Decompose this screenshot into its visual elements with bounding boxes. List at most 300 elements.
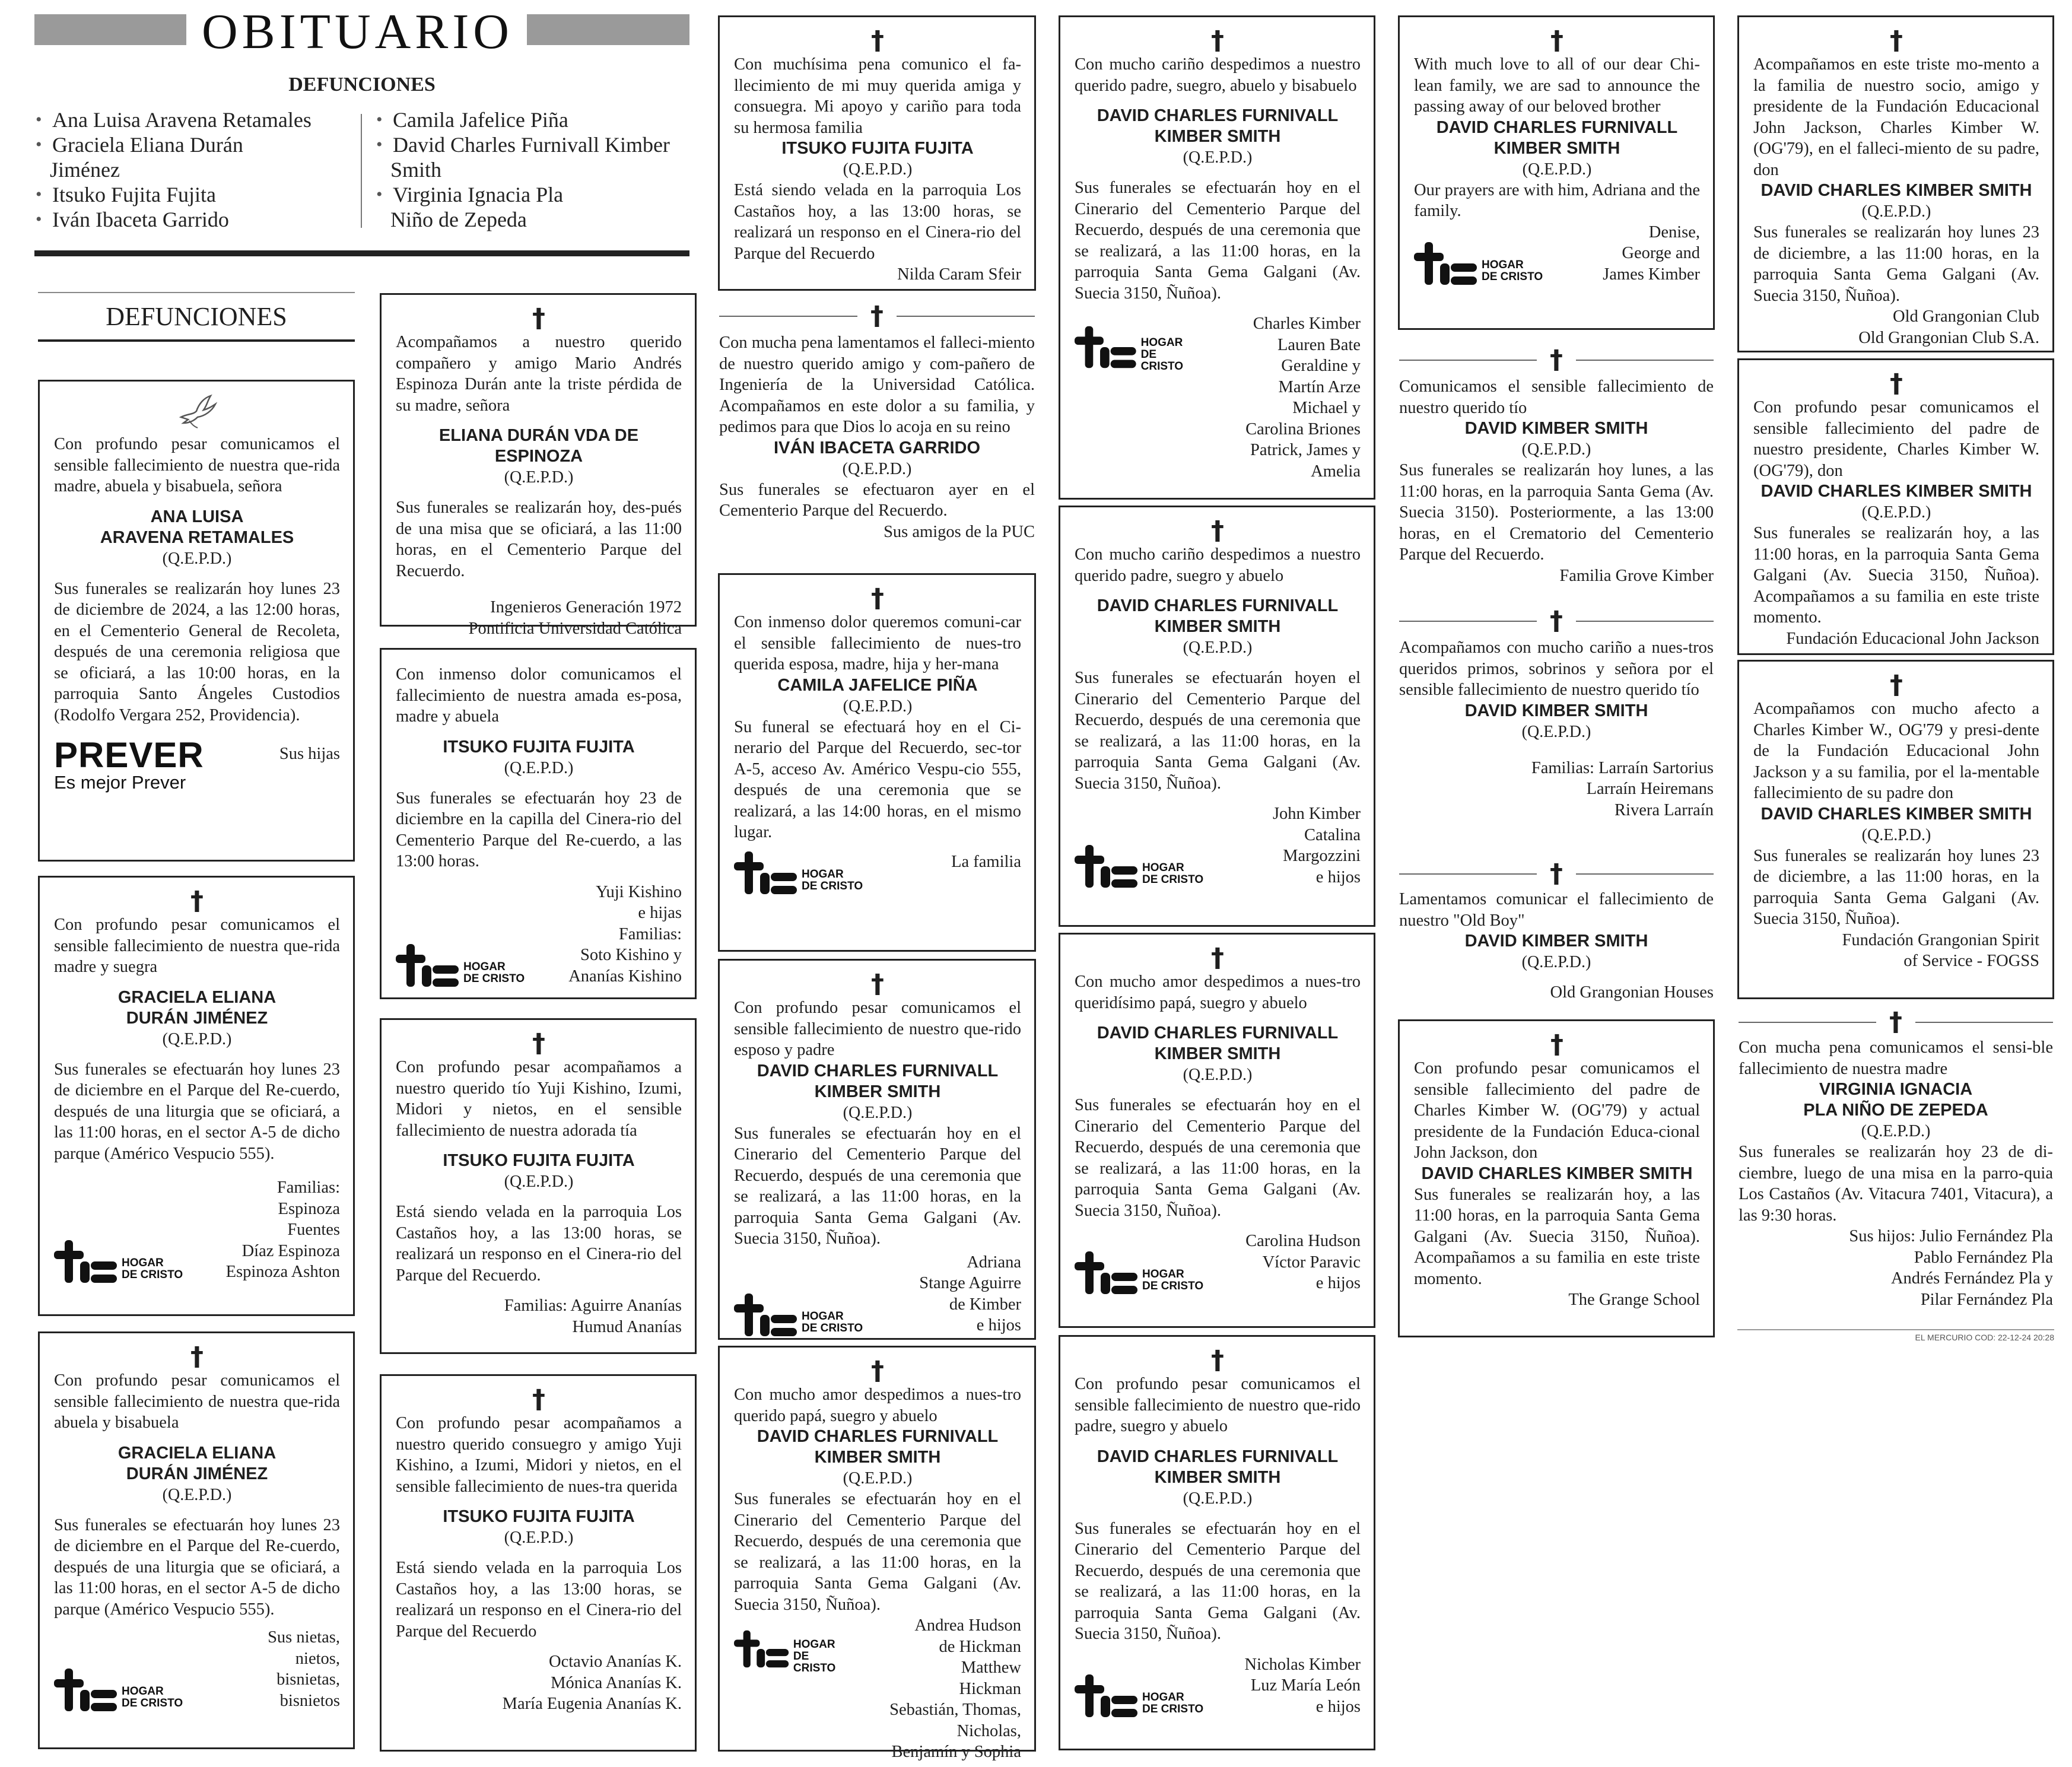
hogar-de-cristo-label: DE CRISTO: [802, 1321, 863, 1334]
notice-intro: Acompañamos con mucho cariño a nues-tros queridos primos, sobrinos y señora por el sensible fallecimiento de nuestro querido tío: [1399, 638, 1714, 699]
cross-divider: [1399, 347, 1714, 374]
section-rule-bottom: [38, 339, 355, 342]
signature-line: Andrés Fernández Pla y: [1890, 1269, 2053, 1288]
notice-signature: [1399, 982, 1714, 1003]
summary-list-left: [34, 107, 355, 232]
notice-intro: Con mucha pena lamentamos el falleci-miento de nuestro querido amigo y com-pañero de Ingeniería de la Universidad Católica. Acompañamos en este dolor a su familia, y pedimos para que Dios lo acoja en su reino: [719, 333, 1035, 436]
qepd: (Q.E.P.D.): [843, 1469, 913, 1488]
notice-details: Sus funerales se realizarán hoy 23 de di-ciembre, luego de una misa en la parro-quia Los Castaños (Av. Vitacura 7401, Vitacura), a las 9:30 horas.: [1739, 1143, 2053, 1225]
signature-line: María Eugenia Ananías K.: [502, 1695, 682, 1713]
qepd: (Q.E.P.D.): [162, 549, 232, 568]
signature-line: Familias:: [618, 924, 682, 943]
notice-details: Sus funerales se realizarán hoy lunes 23 de diciembre, a las 11:00 horas, en la parroquia Santa Gema Galgani (Av. Suecia 3150, Ñuñoa).: [1753, 846, 2039, 928]
signature-line: Geraldine y: [1281, 357, 1361, 375]
signature-line: Lauren Bate: [1277, 335, 1361, 354]
notice-intro: Comunicamos el sensible fallecimiento de nuestro querido tío: [1399, 377, 1714, 417]
signature-line: Old Grangonian Club: [1893, 307, 2039, 326]
signature-line: Carolina Hudson: [1245, 1232, 1361, 1250]
qepd: (Q.E.P.D.): [504, 1528, 574, 1547]
signature-line: Stange Aguirre: [919, 1274, 1021, 1292]
deceased-name: ITSUKO FUJITA FUJITA: [443, 1507, 635, 1526]
signature-line: Mónica Ananías K.: [551, 1673, 682, 1692]
notice-intro: Acompañamos en este triste mo-mento a la familia de nuestro socio, amigo y presidente de la Fundación Educacional John Jackson, Charles Kimber W. (OG'79), en el falleci-miento de su padre, don: [1753, 55, 2039, 179]
notice-details: Sus funerales se efectuarán hoy lunes 23 de diciembre en el Parque del Re-cuerdo, después de una liturgia que se oficiará, a las 11:00 horas, en el sector A-5 de dicho parque (Américo Vespucio 555).: [54, 1060, 340, 1163]
hogar-de-cristo-mark: [1075, 326, 1137, 368]
hogar-de-cristo-logo: [1075, 1674, 1203, 1717]
cross-icon: †: [1211, 26, 1224, 56]
summary-item-cont: Jiménez: [50, 158, 120, 182]
signature-line: Nilda Caram Sfeir: [897, 265, 1021, 284]
prever-logo-tagline: Es mejor Prever: [54, 772, 186, 793]
notice-itsuko-1: [380, 648, 697, 999]
notice-signature: [568, 882, 682, 987]
header-thick-rule: [34, 250, 689, 256]
notice-intro: Con profundo pesar comunicamos el sensible fallecimiento del padre de nuestro presidente, Charles Kimber W. (OG'79), don: [1753, 398, 2039, 480]
page-title: OBITUARIO: [202, 4, 513, 59]
notice-details: Sus funerales se efectuarán hoy 23 de diciembre en la capilla del Cinera-rio del Cementerio Parque del Re-cuerdo, a las 13:00 horas.: [396, 789, 682, 870]
signature-line: of Service - FOGSS: [1903, 952, 2039, 970]
notice-details: Sus funerales se efectuarán hoy en el Cinerario del Cementerio Parque del Recuerdo, después de una ceremonia que se realizará, a las 11:00 horas, en la parroquia Santa Gema Galgani (Av. Suecia 3150, Ñuñoa).: [734, 1124, 1021, 1248]
notice-details: Sus funerales se realizarán hoy lunes 23 de diciembre de 2024, a las 12:00 horas, en el Cementerio General de Recoleta, después de una ceremonia religiosa que se oficiará, a las 10:00 horas, en la parroquia Santo Ángeles Custodios (Rodolfo Vergara 252, Providencia).: [54, 579, 340, 724]
qepd: (Q.E.P.D.): [1521, 722, 1591, 741]
notice-signature: [1245, 1654, 1361, 1718]
signature-line: Familias: Aguirre Ananías: [504, 1296, 682, 1315]
cross-icon: †: [532, 1384, 545, 1415]
signature-line: e hijas: [638, 904, 682, 922]
notice-details: Sus funerales se realizarán hoy, a las 11:00 horas, en la parroquia Santa Gema Galgani (Av. Suecia 3150, Ñuñoa). Acompañamos a su familia en este triste momento.: [1414, 1185, 1700, 1288]
notice-david-kimber-4: [1059, 506, 1375, 927]
hogar-de-cristo-label: DE CRISTO: [122, 1697, 183, 1709]
signature-line: Andrea Hudson: [914, 1616, 1021, 1635]
notice-david-kimber-7: [1398, 15, 1715, 330]
notice-intro: Lamentamos comunicar el fallecimiento de nuestro "Old Boy": [1399, 890, 1714, 930]
hogar-de-cristo-mark: [1414, 242, 1478, 285]
qepd: (Q.E.P.D.): [1183, 1066, 1253, 1084]
notice-signature: [1414, 1289, 1700, 1311]
notice-intro: Con inmenso dolor comunicamos el fallecimiento de nuestra amada es-posa, madre y abuela: [396, 665, 682, 726]
summary-item: • Graciela Eliana Durán: [34, 132, 355, 157]
signature-line: Sus hijos: Julio Fernández Pla: [1849, 1227, 2053, 1245]
hogar-de-cristo-label: HOGAR: [1142, 862, 1184, 874]
hogar-de-cristo-mark: [734, 1628, 790, 1670]
deceased-name: ITSUKO FUJITA FUJITA: [781, 139, 974, 158]
hogar-de-cristo-logo: [1414, 242, 1543, 285]
signature-line: Larraín Heiremans: [1586, 780, 1714, 798]
notice-graciela-1: [38, 876, 355, 1316]
signature-line: Sebastián, Thomas, Nicholas,: [889, 1701, 1021, 1740]
cross-icon: †: [871, 26, 884, 56]
qepd: (Q.E.P.D.): [1183, 1489, 1253, 1508]
summary-item: • Camila Jafelice Piña: [375, 107, 689, 132]
cross-icon: †: [1211, 943, 1224, 973]
deceased-name: DAVID CHARLES KIMBER SMITH: [1760, 482, 2032, 501]
deceased-name: DURÁN JIMÉNEZ: [126, 1008, 268, 1028]
hogar-de-cristo-logo: [396, 944, 525, 987]
notice-details: Sus funerales se efectuarán hoy en el Cinerario del Cementerio Parque del Recuerdo, después de una ceremonia que se realizará, a las 11:00 horas, en la parroquia Santa Gema Galgani (Av. Suecia 3150, Ñuñoa).: [1075, 179, 1361, 303]
signature-line: Octavio Ananías K.: [549, 1652, 682, 1671]
qepd: (Q.E.P.D.): [1521, 440, 1591, 459]
hogar-de-cristo-logo: [734, 1294, 863, 1336]
notice-david-kimber-12: [1737, 15, 2054, 352]
deceased-name: KIMBER SMITH: [814, 1448, 941, 1467]
signature-line: Hickman: [959, 1679, 1021, 1698]
notice-signature: [1200, 313, 1361, 482]
cross-icon: †: [871, 1356, 884, 1386]
cross-icon: †: [190, 886, 204, 916]
hogar-de-cristo-label: DE CRISTO: [1140, 348, 1184, 373]
signature-line: Benjamín y Sophia: [891, 1743, 1021, 1761]
cross-icon: †: [532, 1028, 545, 1059]
signature-line: Rivera Larraín: [1615, 800, 1714, 819]
cross-divider: [1739, 1009, 2053, 1036]
hogar-de-cristo-logo: [54, 1240, 183, 1283]
notice-graciela-2: [38, 1331, 355, 1749]
signature-line: Yuji Kishino: [596, 882, 682, 901]
qepd: (Q.E.P.D.): [843, 160, 913, 179]
cross-icon: †: [871, 583, 884, 614]
signature-line: Familia Grove Kimber: [1559, 566, 1714, 585]
signature-line: e hijos: [976, 1316, 1021, 1334]
deceased-name: DAVID CHARLES FURNIVALL: [1436, 117, 1678, 137]
signature-line: Old Grangonian Club S.A.: [1858, 328, 2039, 347]
signature-line: Sus nietas,: [268, 1628, 340, 1647]
notice-david-kimber-1: [718, 959, 1036, 1340]
notice-intro: Con profundo pesar comunicamos el sensible fallecimiento de nuestra que-rida madre, abuela y bisabuela, señora: [54, 435, 340, 495]
signature-line: John Kimber: [1272, 805, 1361, 823]
notice-itsuko-4: [718, 15, 1036, 291]
notice-signature: [1603, 222, 1700, 285]
notice-david-kimber-8: [1398, 347, 1715, 590]
signature-line: Espinoza Ashton: [225, 1263, 340, 1281]
cross-icon: †: [870, 301, 884, 331]
deceased-name: CAMILA JAFELICE PIÑA: [777, 675, 978, 695]
cross-icon: †: [190, 1342, 204, 1372]
signature-line: Michael y: [1292, 399, 1361, 417]
notice-david-kimber-6: [1059, 1335, 1375, 1750]
cross-icon: †: [1211, 516, 1224, 546]
signature-line: Martín Arze: [1278, 377, 1361, 396]
signature-line: La familia: [951, 852, 1021, 871]
hogar-de-cristo-label: DE CRISTO: [122, 1268, 183, 1281]
signature-line: bisnietos: [279, 1691, 340, 1710]
signature-line: Díaz Espinoza: [241, 1241, 340, 1260]
signature-line: Matthew: [961, 1658, 1021, 1677]
qepd: (Q.E.P.D.): [504, 1172, 574, 1191]
notice-camila-jafelice: [718, 573, 1036, 952]
signature-line: e hijos: [1315, 1697, 1361, 1716]
cross-icon: †: [532, 303, 545, 333]
signature-line: The Grange School: [1568, 1291, 1700, 1309]
summary-list-right: [375, 107, 689, 232]
signature-line: Denise,: [1648, 223, 1700, 241]
deceased-name: DAVID CHARLES KIMBER SMITH: [1760, 804, 2032, 824]
notice-signature: [1399, 758, 1714, 821]
notice-details: Sus funerales se efectuarán hoy en el Cinerario del Cementerio Parque del Recuerdo, después de una ceremonia que se realizará, a las 11:00 horas, en la parroquia Santa Gema Galgani (Av. Suecia 3150, Ñuñoa).: [734, 1490, 1021, 1614]
signature-line: Familias: Larraín Sartorius: [1531, 758, 1714, 777]
notice-david-kimber-10: [1398, 860, 1715, 1015]
notice-itsuko-2: [380, 1018, 697, 1354]
cross-divider: [1399, 608, 1714, 635]
hogar-de-cristo-mark: [734, 851, 798, 894]
notice-signature: [919, 1252, 1021, 1336]
prever-logo-text: PREVER: [54, 735, 204, 775]
hogar-de-cristo-mark: [1075, 845, 1139, 888]
notice-signature: [734, 264, 1021, 285]
signature-line: James Kimber: [1603, 265, 1700, 284]
signature-line: Carolina Briones: [1245, 419, 1361, 438]
notice-intro: With much love to all of our dear Chi-lean family, we are sad to announce the passing away of our beloved brother: [1414, 55, 1700, 116]
hogar-de-cristo-label: DE CRISTO: [463, 973, 525, 985]
signature-line: bisnietas,: [277, 1670, 340, 1689]
notice-intro: Acompañamos a nuestro querido compañero y amigo Mario Andrés Espinoza Durán ante la triste pérdida de su madre, señora: [396, 333, 682, 415]
notice-signature: [1739, 1226, 2053, 1310]
notice-signature: [396, 1295, 682, 1337]
deceased-name: KIMBER SMITH: [1493, 138, 1620, 158]
summary-item: • David Charles Furnivall Kimber: [375, 132, 689, 157]
notice-intro: Con mucho cariño despedimos a nuestro querido padre, suegro y abuelo: [1075, 545, 1361, 585]
notice-details: Our prayers are with him, Adriana and the family.: [1414, 180, 1700, 220]
notice-intro: Con profundo pesar comunicamos el sensible fallecimiento de nuestro que-rido padre, suegro y abuelo: [1075, 1375, 1361, 1435]
deceased-name: KIMBER SMITH: [814, 1082, 941, 1101]
hogar-de-cristo-label: HOGAR: [1142, 1691, 1184, 1704]
hogar-de-cristo-label: DE CRISTO: [1142, 873, 1204, 886]
cross-icon: †: [871, 969, 884, 999]
notice-intro: Con profundo pesar comunicamos el sensible fallecimiento de nuestra que-rida abuela y bisabuela: [54, 1371, 340, 1432]
notice-itsuko-3: [380, 1374, 697, 1752]
notice-signature: [226, 1177, 340, 1283]
qepd: (Q.E.P.D.): [1183, 638, 1253, 657]
deceased-name: DAVID CHARLES FURNIVALL: [1097, 596, 1339, 615]
notice-details: Sus funerales se efectuarán hoyen el Cinerario del Cementerio Parque del Recuerdo, después de una ceremonia que se realizará, a las 11:00 horas, en la parroquia Santa Gema Galgani (Av. Suecia 3150, Ñuñoa).: [1075, 669, 1361, 793]
deceased-name: ARAVENA RETAMALES: [100, 527, 294, 547]
hogar-de-cristo-logo: [1075, 1251, 1203, 1294]
notice-intro: Con profundo pesar acompañamos a nuestro querido consuegro y amigo Yuji Kishino, a Izumi, Midori y nietos, en el sensible fallecimiento de nues-tra querida: [396, 1414, 682, 1496]
deceased-name: ELIANA DURÁN VDA DE ESPINOZA: [438, 426, 639, 466]
notice-eliana-duran: [380, 293, 697, 638]
notice-david-kimber-2: [718, 1346, 1036, 1761]
notice-ana-luisa: [38, 380, 355, 862]
deceased-name: DAVID KIMBER SMITH: [1464, 701, 1648, 720]
qepd: (Q.E.P.D.): [162, 1485, 232, 1504]
cross-icon: †: [1550, 26, 1563, 56]
cross-icon: †: [1890, 26, 1903, 56]
notice-signature: [1245, 1231, 1361, 1294]
notice-intro: Con profundo pesar comunicamos el sensible fallecimiento del padre de Charles Kimber W. (OG'79) y actual presidente de la Fundación Educa-cional John Jackson, don: [1414, 1059, 1700, 1162]
hogar-de-cristo-label: HOGAR: [463, 961, 506, 973]
notice-david-kimber-9: [1398, 608, 1715, 845]
deceased-name: PLA NIÑO DE ZEPEDA: [1803, 1101, 1988, 1120]
deceased-name: DAVID CHARLES FURNIVALL: [757, 1061, 999, 1080]
summary-subtitle: DEFUNCIONES: [288, 74, 436, 96]
notice-david-kimber-11: [1398, 1019, 1715, 1337]
deceased-name: ITSUKO FUJITA FUJITA: [443, 737, 635, 757]
notice-david-kimber-14: [1737, 660, 2054, 999]
dove-icon: [54, 391, 340, 434]
signature-line: de Hickman: [939, 1637, 1021, 1656]
signature-line: Ananías Kishino: [568, 967, 682, 986]
qepd: (Q.E.P.D.): [1183, 148, 1253, 167]
summary-item-cont: Smith: [390, 158, 442, 182]
footer-code: EL MERCURIO COD: 22-12-24 20:28: [1915, 1333, 2054, 1342]
notice-signature: [396, 1651, 682, 1715]
cross-icon: †: [1550, 345, 1563, 375]
notice-details: Sus funerales se efectuarán hoy lunes 23 de diciembre en el Parque del Re-cuerdo, después de una liturgia que se oficiará, a las 11:00 horas, en el sector A-5 de dicho parque (Américo Vespucio 555).: [54, 1515, 340, 1619]
qepd: (Q.E.P.D.): [842, 459, 912, 478]
qepd: (Q.E.P.D.): [1522, 160, 1592, 179]
signature-line: Soto Kishino y: [580, 946, 682, 964]
notice-intro: Con profundo pesar comunicamos el sensible fallecimiento de nuestro que-rido esposo y padre: [734, 999, 1021, 1059]
signature-line: Patrick, James y Amelia: [1250, 441, 1361, 481]
notice-intro: Con mucho cariño despedimos a nuestro querido padre, suegro, abuelo y bisabuelo: [1075, 55, 1361, 95]
qepd: (Q.E.P.D.): [162, 1029, 232, 1048]
deceased-name: DAVID CHARLES FURNIVALL: [1097, 106, 1339, 125]
cross-icon: †: [1889, 1007, 1902, 1037]
signature-line: Catalina: [1304, 825, 1361, 844]
deceased-name: ITSUKO FUJITA FUJITA: [443, 1151, 635, 1170]
signature-line: Ingenieros Generación 1972: [490, 598, 682, 616]
footer-rule: [1737, 1329, 2054, 1330]
deceased-name: DAVID KIMBER SMITH: [1464, 932, 1648, 951]
hogar-de-cristo-label: HOGAR: [802, 1310, 844, 1323]
header-bar-right: [527, 14, 689, 45]
signature-line: Víctor Paravic: [1262, 1253, 1361, 1272]
deceased-name: KIMBER SMITH: [1154, 1044, 1281, 1063]
signature-line: Familias:: [277, 1178, 340, 1197]
deceased-name: DAVID KIMBER SMITH: [1464, 419, 1648, 438]
signature-line: Old Grangonian Houses: [1550, 983, 1714, 1002]
qepd: (Q.E.P.D.): [1861, 1122, 1931, 1140]
signature-line: George and: [1622, 244, 1700, 262]
qepd: (Q.E.P.D.): [1861, 825, 1931, 844]
summary-divider: [361, 114, 362, 228]
deceased-name: IVÁN IBACETA GARRIDO: [774, 438, 980, 457]
hogar-de-cristo-logo: [734, 1623, 846, 1674]
summary-item: • Iván Ibaceta Garrido: [34, 207, 355, 232]
deceased-name: DAVID CHARLES FURNIVALL: [1097, 1447, 1339, 1466]
deceased-name: GRACIELA ELIANA: [117, 987, 277, 1007]
deceased-name: KIMBER SMITH: [1154, 617, 1281, 636]
notice-details: Sus funerales se realizarán hoy lunes 23 de diciembre, a las 11:00 horas, en la parroquia Santa Gema Galgani (Av. Suecia 3150, Ñuñoa).: [1753, 223, 2039, 305]
qepd: (Q.E.P.D.): [504, 468, 574, 487]
notice-intro: Con mucho amor despedimos a nues-tro queridísimo papá, suegro y abuelo: [1075, 973, 1361, 1012]
hogar-de-cristo-label: HOGAR: [122, 1685, 164, 1698]
hogar-de-cristo-logo: [54, 1669, 183, 1711]
notice-virginia-pla: [1737, 1009, 2054, 1317]
cross-icon: †: [1550, 859, 1563, 889]
notice-details: Sus funerales se realizarán hoy, a las 11:00 horas, en la parroquia Santa Gema Galgani (Av. Suecia 3150, Ñuñoa). Acompañamos a su familia en este triste momento.: [1753, 524, 2039, 627]
signature-line: Adriana: [967, 1253, 1021, 1272]
hogar-de-cristo-logo: [1075, 322, 1200, 373]
notice-intro: Acompañamos con mucho afecto a Charles Kimber W., OG'79 y presi-dente de la Fundación Educacional John Jackson y a su familia, por el la-mentable fallecimiento de su padre don: [1753, 700, 2039, 802]
notice-details: Su funeral se efectuará hoy en el Ci-nerario del Parque del Recuerdo, sec-tor A-5, acceso Av. Américo Vespu-cio 555, después de una ceremonia que se realizará, a las 14:00 horas, en el mismo lugar.: [734, 717, 1021, 841]
notice-signature: [268, 1627, 340, 1711]
notice-details: Sus funerales se efectuarán hoy en el Cinerario del Cementerio Parque del Recuerdo, después de una ceremonia que se realizará, a las 11:00 horas, en la parroquia Santa Gema Galgani (Av. Suecia 3150, Ñuñoa).: [1075, 1519, 1361, 1643]
hogar-de-cristo-label: HOGAR: [122, 1256, 164, 1269]
hogar-de-cristo-mark: [1075, 1251, 1139, 1294]
deceased-name: ANA LUISA: [150, 507, 244, 526]
notice-david-kimber-3: [1059, 15, 1375, 500]
cross-icon: †: [1550, 606, 1563, 636]
header-bar-left: [34, 14, 186, 45]
notice-signature: [1273, 803, 1361, 888]
hogar-de-cristo-mark: [54, 1240, 118, 1283]
notice-details: Está siendo velada en la parroquia Los Castaños hoy, a las 13:00 horas, se realizará un responso en el Cinera-rio del Parque del Recuerdo: [734, 181, 1021, 263]
notice-details: Sus funerales se realizarán hoy lunes, a las 11:00 horas, en la parroquia Santa Gema (Av. Suecia 3150). Posteriormente, a las 13:00 horas, en el Crematorio del Cementerio Parque del Recuerdo.: [1399, 461, 1714, 564]
cross-divider: [719, 303, 1035, 330]
hogar-de-cristo-label: HOGAR: [1482, 259, 1524, 271]
signature-line: Nicholas Kimber: [1244, 1655, 1361, 1674]
notice-intro: Con mucho amor despedimos a nues-tro querido papá, suegro y abuelo: [734, 1385, 1021, 1425]
hogar-de-cristo-label: DE CRISTO: [1142, 1703, 1204, 1715]
qepd: (Q.E.P.D.): [504, 758, 574, 777]
notice-david-kimber-13: [1737, 358, 2054, 655]
signature-line: Pilar Fernández Pla: [1920, 1290, 2053, 1309]
deceased-name: DAVID CHARLES FURNIVALL: [1097, 1024, 1339, 1043]
notice-signature: [719, 522, 1035, 543]
hogar-de-cristo-label: HOGAR: [802, 867, 844, 881]
notice-details: Está siendo velada en la parroquia Los Castaños hoy, a las 13:00 horas, se realizará un responso en el Cinera-rio del Parque del Recuerdo: [396, 1559, 682, 1641]
notice-details: Sus funerales se realizarán hoy, des-pués de una misa que se oficiará, a las 11:00 horas, en el Cementerio Parque del Recuerdo.: [396, 498, 682, 580]
qepd: (Q.E.P.D.): [1861, 202, 1931, 221]
deceased-name: DAVID CHARLES KIMBER SMITH: [1760, 181, 2032, 200]
notice-signature: [1753, 930, 2039, 972]
signature-line: Margozzini: [1283, 847, 1361, 865]
hogar-de-cristo-label: DE CRISTO: [1482, 271, 1543, 283]
section-rule-top: [38, 292, 355, 293]
deceased-name: GRACIELA ELIANA: [117, 1443, 277, 1463]
signature-line: e hijos: [1315, 867, 1361, 886]
signature-line: Luz María León: [1250, 1676, 1361, 1695]
signature-line: Sus amigos de la PUC: [884, 522, 1035, 541]
signature-line: nietos,: [295, 1649, 340, 1668]
notice-details: Sus funerales se efectuarán hoy en el Cinerario del Cementerio Parque del Recuerdo, después de una ceremonia que se realizará, a las 11:00 horas, en la parroquia Santa Gema Galgani (Av. Suecia 3150, Ñuñoa).: [1075, 1096, 1361, 1220]
notice-details: Sus funerales se efectuaron ayer en el Cementerio Parque del Recuerdo.: [719, 480, 1035, 520]
summary-item: • Virginia Ignacia Pla: [375, 182, 689, 207]
notice-signature: [1753, 628, 2039, 650]
notice-intro: Con mucha pena comunicamos el sensi-ble fallecimiento de nuestra madre: [1739, 1038, 2053, 1078]
notice-signature: [846, 1615, 1021, 1763]
qepd: (Q.E.P.D.): [1521, 953, 1591, 971]
notice-signature: [396, 597, 682, 639]
deceased-name: DAVID CHARLES FURNIVALL: [757, 1427, 999, 1446]
cross-divider: [1399, 860, 1714, 888]
notice-signature: [1753, 306, 2039, 348]
hogar-de-cristo-mark: [1075, 1674, 1139, 1717]
hogar-de-cristo-label: DE CRISTO: [793, 1650, 836, 1674]
cross-icon: †: [1890, 670, 1903, 700]
notice-intro: Con inmenso dolor queremos comuni-car el sensible fallecimiento de nues-tro querida esposa, madre, hija y her-mana: [734, 613, 1021, 673]
hogar-de-cristo-label: HOGAR: [1142, 1267, 1184, 1280]
cross-icon: †: [1890, 368, 1903, 399]
signature-line: Pontificia Universidad Católica: [468, 619, 682, 638]
hogar-de-cristo-mark: [734, 1294, 798, 1336]
signature-line: Fuentes: [287, 1221, 340, 1239]
qepd: (Q.E.P.D.): [1861, 503, 1931, 522]
signature-line: Fundación Grangonian Spirit: [1842, 930, 2039, 949]
notice-signature: [1399, 565, 1714, 587]
cross-icon: †: [1550, 1029, 1563, 1060]
signature-line: Charles Kimber: [1253, 314, 1361, 333]
deceased-name: DAVID CHARLES KIMBER SMITH: [1421, 1164, 1693, 1183]
qepd: (Q.E.P.D.): [843, 1103, 913, 1122]
signature-line: Pablo Fernández Pla: [1914, 1248, 2053, 1267]
summary-item-cont: Niño de Zepeda: [390, 208, 527, 231]
hogar-de-cristo-logo: [734, 851, 863, 894]
section-heading: DEFUNCIONES: [106, 302, 287, 331]
qepd: (Q.E.P.D.): [843, 697, 913, 716]
signature-line: e hijos: [1315, 1274, 1361, 1292]
prever-logo: [54, 735, 204, 793]
